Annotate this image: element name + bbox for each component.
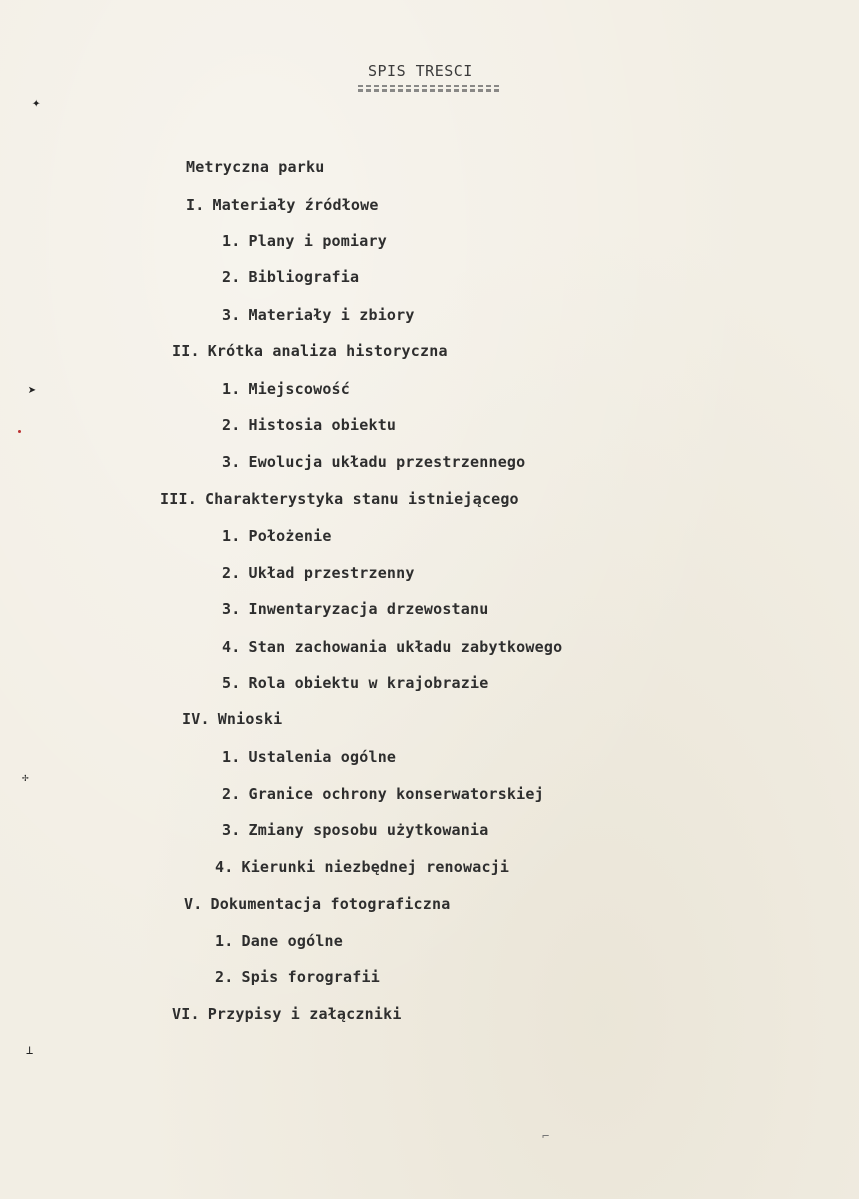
toc-subentry-text: Zmiany sposobu użytkowania bbox=[248, 821, 489, 839]
toc-section-6 bbox=[172, 1005, 402, 1023]
toc-section-number: III. bbox=[160, 490, 197, 508]
toc-subentry-text: Miejscowość bbox=[248, 380, 351, 398]
toc-section-number: V. bbox=[184, 895, 203, 913]
toc-subentry bbox=[222, 416, 396, 434]
toc-subentry-text: Bibliografia bbox=[248, 268, 360, 286]
toc-section-text: Charakterystyka stanu istniejącego bbox=[204, 490, 519, 508]
toc-section-text: Krótka analiza historyczna bbox=[207, 342, 448, 360]
toc-subentry bbox=[222, 600, 488, 618]
toc-section-number: IV. bbox=[182, 710, 210, 728]
toc-subentry-text: Ustalenia ogólne bbox=[248, 748, 397, 766]
toc-subentry-number: 1. bbox=[222, 380, 241, 398]
toc-subentry bbox=[222, 674, 488, 692]
paper-mark: ⌐ bbox=[542, 1129, 550, 1143]
toc-subentry bbox=[222, 564, 415, 582]
toc-subentry bbox=[222, 748, 396, 766]
toc-subentry bbox=[222, 638, 562, 656]
toc-subentry-text: Stan zachowania układu zabytkowego bbox=[248, 638, 563, 656]
toc-subentry bbox=[215, 968, 380, 986]
toc-subentry-text: Dane ogólne bbox=[241, 932, 344, 950]
toc-subentry-number: 2. bbox=[222, 785, 241, 803]
toc-subentry bbox=[222, 453, 525, 471]
toc-subentry-text: Granice ochrony konserwatorskiej bbox=[248, 785, 544, 803]
toc-subentry-text: Ewolucja układu przestrzennego bbox=[248, 453, 526, 471]
toc-subentry bbox=[222, 821, 488, 839]
toc-subentry-number: 2. bbox=[222, 416, 241, 434]
toc-subentry-number: 3. bbox=[222, 600, 241, 618]
toc-subentry-number: 3. bbox=[222, 306, 241, 324]
title-underline bbox=[358, 85, 500, 92]
toc-section-5 bbox=[184, 895, 450, 913]
toc-subentry bbox=[222, 306, 415, 324]
toc-subentry-number: 1. bbox=[222, 527, 241, 545]
toc-subentry-number: 4. bbox=[215, 858, 234, 876]
toc-subentry-text: Histosia obiektu bbox=[248, 416, 397, 434]
toc-subentry-number: 2. bbox=[222, 268, 241, 286]
margin-dot bbox=[18, 430, 21, 433]
margin-mark: ✦ bbox=[32, 95, 41, 111]
toc-subentry-number: 1. bbox=[215, 932, 234, 950]
toc-subentry-text: Położenie bbox=[248, 527, 332, 545]
toc-subentry-number: 1. bbox=[222, 748, 241, 766]
toc-subentry-number: 2. bbox=[222, 564, 241, 582]
toc-entry-metryczna bbox=[186, 158, 324, 176]
toc-subentry bbox=[222, 785, 544, 803]
toc-subentry-number: 3. bbox=[222, 453, 241, 471]
margin-mark: ⊥ bbox=[26, 1043, 34, 1057]
toc-subentry-number: 1. bbox=[222, 232, 241, 250]
toc-section-3 bbox=[160, 490, 519, 508]
toc-subentry bbox=[215, 932, 343, 950]
margin-mark: ➤ bbox=[28, 383, 37, 399]
toc-section-number: I. bbox=[186, 196, 205, 214]
toc-subentry-number: 2. bbox=[215, 968, 234, 986]
toc-section-number: II. bbox=[172, 342, 200, 360]
toc-subentry-text: Spis forografii bbox=[241, 968, 380, 986]
toc-subentry bbox=[222, 268, 359, 286]
toc-section-text: Dokumentacja fotograficzna bbox=[210, 895, 451, 913]
toc-entry-text: Metryczna parku bbox=[186, 158, 325, 176]
toc-subentry-number: 3. bbox=[222, 821, 241, 839]
toc-subentry-number: 4. bbox=[222, 638, 241, 656]
toc-subentry bbox=[215, 858, 509, 876]
toc-section-text: Wnioski bbox=[217, 710, 283, 728]
toc-subentry-text: Układ przestrzenny bbox=[248, 564, 415, 582]
toc-subentry-text: Rola obiektu w krajobrazie bbox=[248, 674, 489, 692]
toc-subentry-text: Kierunki niezbędnej renowacji bbox=[241, 858, 510, 876]
toc-subentry-number: 5. bbox=[222, 674, 241, 692]
toc-section-1 bbox=[186, 196, 379, 214]
toc-section-text: Materiały źródłowe bbox=[212, 196, 379, 214]
page-title: SPIS TRESCI bbox=[368, 62, 473, 80]
toc-section-4 bbox=[182, 710, 282, 728]
margin-mark: ✢ bbox=[22, 771, 29, 784]
toc-subentry-text: Plany i pomiary bbox=[248, 232, 387, 250]
toc-section-text: Przypisy i załączniki bbox=[207, 1005, 402, 1023]
toc-subentry bbox=[222, 527, 332, 545]
toc-subentry bbox=[222, 380, 350, 398]
toc-section-2 bbox=[172, 342, 448, 360]
toc-subentry-text: Inwentaryzacja drzewostanu bbox=[248, 600, 489, 618]
toc-subentry-text: Materiały i zbiory bbox=[248, 306, 415, 324]
toc-subentry bbox=[222, 232, 387, 250]
toc-section-number: VI. bbox=[172, 1005, 200, 1023]
